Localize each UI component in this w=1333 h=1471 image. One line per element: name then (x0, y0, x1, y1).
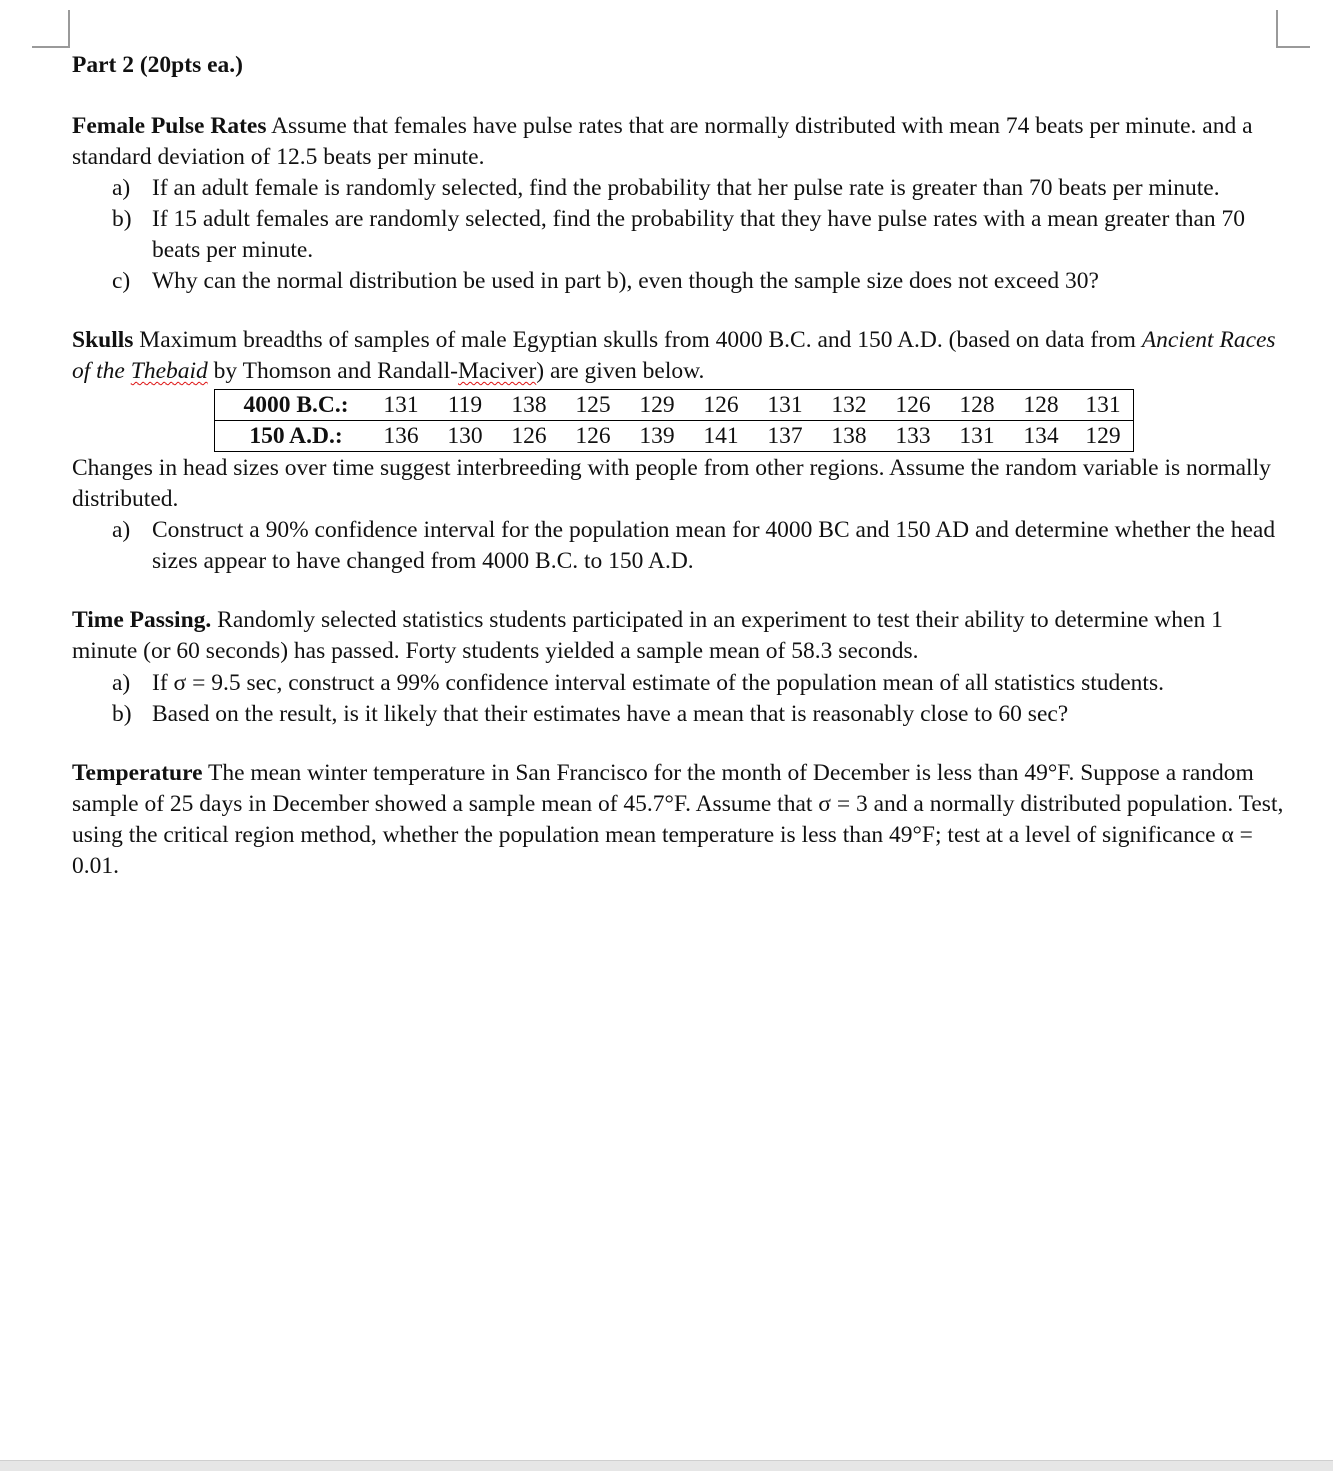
skulls-intro-text: by Thomson and Randall- (207, 358, 458, 384)
skulls-questions (72, 515, 1287, 577)
page-bottom-edge (0, 1460, 1333, 1471)
book-title-part: Ancient Races of the (72, 327, 1276, 384)
question-label: a) (112, 175, 131, 201)
temperature-title: Temperature (72, 760, 203, 786)
table-cell: 125 (561, 390, 625, 421)
question-text: Why can the normal distribution be used in part b), even though the sample size does not exceed 30? (152, 268, 1099, 294)
part-title: Part 2 (20pts ea.) (72, 52, 243, 78)
temperature-body: The mean winter temperature in San Francisco for the month of December is less than 49°F. Suppose a random sample of 25 days in December showed a sample mean of 45.7°F. Assume that σ = 3 and a normally distributed population. Test, using the critical region method, whether the population mean temperature is less than 49°F; test at a level of significance α = 0.01. (72, 760, 1284, 879)
question-text: If σ = 9.5 sec, construct a 99% confidence interval estimate of the population mean of all statistics students. (152, 670, 1164, 696)
question-item (72, 204, 1287, 266)
time-questions (72, 667, 1287, 730)
table-cell: 119 (433, 390, 497, 421)
question-item (72, 515, 1287, 577)
table-cell: 126 (497, 421, 561, 452)
crop-mark-left-horizontal (32, 46, 70, 48)
table-cell: 126 (561, 421, 625, 452)
question-text: If an adult female is randomly selected, find the probability that her pulse rate is greater than 70 beats per minute. (152, 175, 1220, 201)
table-cell: 131 (945, 421, 1009, 452)
book-title-spellcheck: Thebaid (130, 358, 208, 384)
pulse-title: Female Pulse Rates (72, 113, 267, 139)
crop-mark-right-vertical (1276, 10, 1278, 48)
table-cell: 129 (1073, 421, 1134, 452)
pulse-section (72, 111, 1287, 297)
table-cell: 128 (945, 390, 1009, 421)
skulls-intro-text: Maximum breadths of samples of male Egyptian skulls from 4000 B.C. and 150 A.D. (based on data from (133, 327, 1142, 353)
question-label: b) (112, 206, 132, 232)
table-cell: 136 (369, 421, 433, 452)
table-cell: 126 (881, 390, 945, 421)
table-row (215, 421, 1134, 452)
time-intro (72, 605, 1287, 667)
table-cell: 133 (881, 421, 945, 452)
time-section (72, 605, 1287, 730)
table-cell: 131 (369, 390, 433, 421)
table-cell: 138 (497, 390, 561, 421)
table-cell: 139 (625, 421, 689, 452)
crop-mark-left-vertical (68, 10, 70, 48)
question-item (72, 173, 1287, 204)
skulls-intro-text: ) are given below. (536, 358, 705, 384)
row-header: 4000 B.C.: (215, 390, 370, 421)
pulse-intro-text: Assume that females have pulse rates that are normally distributed with mean 74 beats per minute. and a standard deviation of 12.5 beats per minute. (72, 113, 1253, 170)
table-cell: 128 (1009, 390, 1073, 421)
skulls-section (72, 325, 1287, 577)
question-label: a) (112, 517, 131, 543)
table-cell: 130 (433, 421, 497, 452)
temperature-text (72, 758, 1287, 882)
table-cell: 138 (817, 421, 881, 452)
row-header: 150 A.D.: (215, 421, 370, 452)
question-text: Based on the result, is it likely that their estimates have a mean that is reasonably close to 60 sec? (152, 701, 1069, 727)
skulls-intro (72, 325, 1287, 387)
crop-mark-right-horizontal (1276, 46, 1310, 48)
table-cell: 126 (689, 390, 753, 421)
pulse-questions (72, 173, 1287, 297)
time-title: Time Passing. (72, 607, 212, 633)
author-spellcheck: Maciver (458, 358, 537, 384)
table-cell: 141 (689, 421, 753, 452)
temperature-section (72, 758, 1287, 882)
skulls-table (214, 389, 1134, 452)
table-row (215, 390, 1134, 421)
table-cell: 131 (753, 390, 817, 421)
skulls-title: Skulls (72, 327, 134, 353)
skulls-after-text: Changes in head sizes over time suggest interbreeding with people from other regions. Assume the random variable is normally distributed. (72, 455, 1271, 512)
table-cell: 132 (817, 390, 881, 421)
time-intro-text: Randomly selected statistics students participated in an experiment to test their ability to determine when 1 minute (or 60 seconds) has passed. Forty students yielded a sample mean of 58.3 seconds. (72, 607, 1223, 664)
table-cell: 134 (1009, 421, 1073, 452)
question-item (72, 699, 1287, 730)
question-item (72, 667, 1287, 699)
table-cell: 129 (625, 390, 689, 421)
question-text: Construct a 90% confidence interval for the population mean for 4000 BC and 150 AD and determine whether the head sizes appear to have changed from 4000 B.C. to 150 A.D. (152, 517, 1276, 574)
pulse-intro (72, 111, 1287, 173)
question-label: a) (112, 670, 131, 696)
document-body (72, 50, 1287, 882)
table-cell: 137 (753, 421, 817, 452)
table-cell: 131 (1073, 390, 1134, 421)
question-label: b) (112, 701, 132, 727)
question-item (72, 266, 1287, 297)
question-text: If 15 adult females are randomly selected, find the probability that they have pulse rates with a mean greater than 70 beats per minute. (152, 206, 1246, 263)
question-label: c) (112, 268, 131, 294)
